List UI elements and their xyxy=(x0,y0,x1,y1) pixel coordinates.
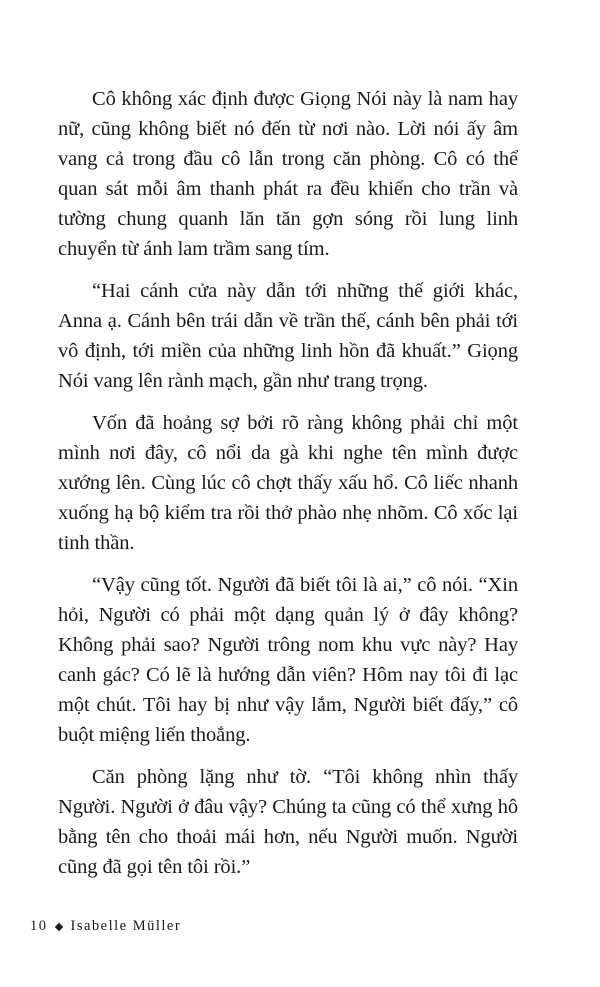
body-text xyxy=(58,84,518,894)
page-footer xyxy=(30,918,181,935)
paragraph: Cô không xác định được Giọng Nói này là nam hay nữ, cũng không biết nó đến từ nơi nào. Lời nói ấy âm vang cả trong đầu cô lẫn trong căn phòng. Cô có thể quan sát mỗi âm thanh phát ra đều khiến cho trần và tường chung quanh lăn tăn gợn sóng rồi lung linh chuyển từ ánh lam trầm sang tím. xyxy=(58,88,518,260)
paragraph: “Hai cánh cửa này dẫn tới những thế giới khác, Anna ạ. Cánh bên trái dẫn về trần thế, cánh bên phải tới vô định, tới miền của những linh hồn đã khuất.” Giọng Nói vang lên rành mạch, gần như trang trọng. xyxy=(58,280,518,392)
paragraph: Vốn đã hoảng sợ bởi rõ ràng không phải chỉ một mình nơi đây, cô nổi da gà khi nghe tên mình được xướng lên. Cùng lúc cô chợt thấy xấu hổ. Cô liếc nhanh xuống hạ bộ kiểm tra rồi thở phào nhẹ nhõm. Cô xốc lại tinh thần. xyxy=(58,412,518,554)
diamond-icon xyxy=(54,922,62,930)
running-author: Isabelle Müller xyxy=(70,918,182,934)
page-number: 10 xyxy=(30,918,48,934)
paragraph: Căn phòng lặng như tờ. “Tôi không nhìn thấy Người. Người ở đâu vậy? Chúng ta cũng có thể xưng hô bằng tên cho thoải mái hơn, nếu Người muốn. Người cũng đã gọi tên tôi rồi.” xyxy=(58,766,518,878)
paragraph: “Vậy cũng tốt. Người đã biết tôi là ai,” cô nói. “Xin hỏi, Người có phải một dạng quản lý ở đây không? Không phải sao? Người trông nom khu vực này? Hay canh gác? Có lẽ là hướng dẫn viên? Hôm nay tôi đi lạc một chút. Tôi hay bị như vậy lắm, Người biết đấy,” cô buột miệng liến thoắng. xyxy=(58,574,518,746)
